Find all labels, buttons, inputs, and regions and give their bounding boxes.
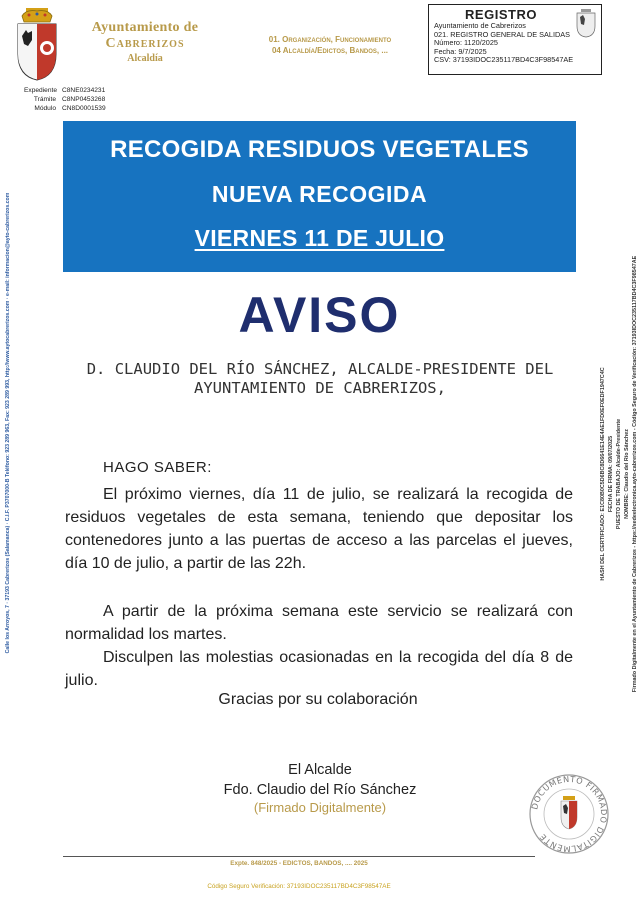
footer-divider (63, 856, 535, 857)
banner-title: RECOGIDA RESIDUOS VEGETALES (110, 136, 529, 163)
meta-value: C8NP0453268 (62, 96, 106, 103)
registro-line: Número: 1120/2025 (434, 38, 498, 48)
coat-of-arms-icon (14, 6, 60, 82)
meta-row (24, 95, 106, 104)
registro-line: Ayuntamiento de Cabrerizos (434, 21, 526, 30)
meta-label: Módulo (34, 105, 56, 112)
signature-role: El Alcalde (288, 762, 352, 778)
registro-line: Fecha: 9/7/2025 (434, 46, 487, 56)
organization-name (82, 20, 208, 64)
digital-signature-stamp (528, 773, 610, 855)
footer-csv: Código Seguro Verificación: 37193IDOC235117BD4C3F98547AE (207, 883, 391, 890)
signature-name: NOMBRE: Claudio del Río Sánchez (623, 429, 630, 519)
org-line1: Ayuntamiento de (91, 20, 199, 35)
registro-title: REGISTRO (465, 7, 537, 22)
signature-note: (Firmado Digitalmente) (253, 800, 387, 815)
footer-expte: Expte. 848/2025 - EDICTOS, BANDOS, .... 2025 (230, 860, 368, 867)
signature-name: Fdo. Claudio del Río Sánchez (223, 782, 417, 798)
registro-line: CSV: 37193IDOC235117BD4C3F98547AE (434, 55, 574, 65)
meta-value: C8NE0234231 (62, 87, 106, 94)
signature-position: PUESTO DE TRABAJO: Alcalde-Presidente (615, 418, 622, 530)
org-line2: Cabrerizos (105, 36, 185, 51)
file-metadata (24, 86, 106, 113)
left-margin-address (3, 188, 12, 658)
dept-line1: 01. Organización, Funcionamiento (268, 35, 392, 44)
org-line3: Alcaldía (127, 53, 163, 64)
stamp-text: DOCUMENTO FIRMADO DIGITALMENTE (529, 773, 610, 855)
signature-hash: HASH DEL CERTIFICADO: E1C80B0C5D6BC8D6641E14E4AE1FD0EF0EDF1947C4C (599, 367, 606, 581)
dept-line2: 04 Alcaldía/Edictos, Bandos, ... (271, 46, 389, 55)
meta-label: Expediente (24, 87, 57, 94)
registro-line: 021. REGISTRO GENERAL DE SALIDAS (434, 29, 570, 39)
body-paragraph: Disculpen las molestias ocasionadas en la recogida del día 8 de julio. (65, 649, 573, 689)
announcement-banner (63, 121, 576, 272)
hago-saber: HAGO SABER: (103, 459, 212, 476)
meta-row (24, 104, 106, 113)
meta-value: CN8D0001539 (62, 105, 106, 112)
registro-box (428, 4, 602, 75)
body-paragraph: A partir de la próxima semana este servicio se realizará con normalidad los martes. (65, 603, 573, 643)
notice-heading: AVISO (238, 287, 401, 343)
signature-verification: Firmado Digitalmente en el Ayuntamiento de Cabrerizos - https://sedeelectronica.ayto-cabrerizos.com - Código Seguro de Verificación: 37193IDOC235117BD4C3F98547AE (631, 255, 638, 693)
signature-date: FECHA DE FIRMA: 09/07/2025 (607, 435, 614, 513)
address-text: Calle los Arroyos, 7 · 37193 Cabrerizos (Salamanca) · C.I.F. P3707000-B Teléfono: 923 289 963, Fax: 923 289 993, http://www.aytocabrerizos.com · e-mail: informacion@ayto-cabrerizos.com (4, 192, 11, 654)
banner-date: VIERNES 11 DE JULIO (194, 225, 445, 251)
meta-label: Trámite (33, 96, 56, 103)
mayor-statement: D. CLAUDIO DEL RÍO SÁNCHEZ, ALCALDE-PRESIDENTE DEL AYUNTAMIENTO DE CABRERIZOS, (86, 360, 554, 397)
body-paragraph: El próximo viernes, día 11 de julio, se realizará la recogida de residuos vegetales de esta semana, teniendo que depositar los contenedores junto a las puertas de acceso a las parcelas el jueves, día 10 de julio, a partir de las 22h. (65, 486, 573, 572)
banner-subtitle: NUEVA RECOGIDA (211, 181, 428, 207)
meta-row (24, 86, 106, 95)
right-margin-signature-info (598, 168, 638, 780)
department-label (250, 34, 410, 56)
thanks-line: Gracias por su colaboración (218, 691, 418, 708)
registro-crest-icon (575, 8, 597, 38)
